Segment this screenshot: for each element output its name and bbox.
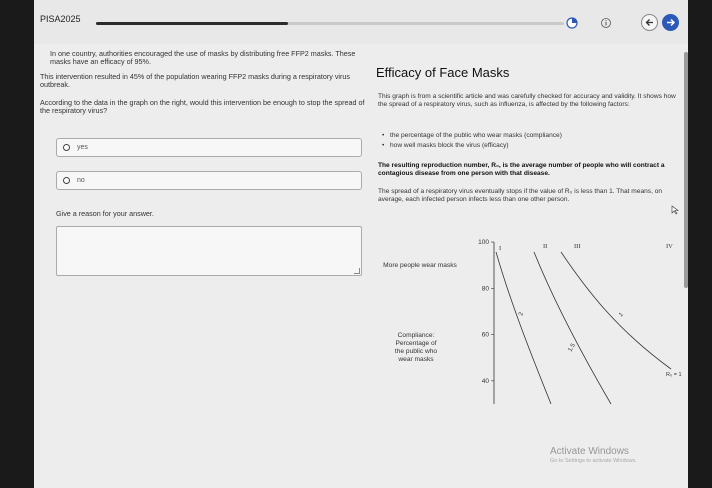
progress-fill [96, 22, 288, 25]
radio-yes[interactable] [63, 144, 70, 151]
timer-icon[interactable] [566, 17, 578, 29]
question-pane [34, 44, 370, 488]
activate-windows-title: Activate Windows [550, 446, 629, 457]
next-button[interactable] [662, 14, 679, 31]
boundary-curve [561, 252, 671, 369]
y-tick-label: 80 [481, 285, 489, 293]
scrollbar[interactable] [684, 52, 688, 288]
chart-ylabel-main [376, 332, 456, 364]
curve-value-label: 1 [618, 311, 625, 319]
article-pane [370, 44, 688, 488]
region-label: III [574, 243, 581, 250]
reason-prompt: Give a reason for your answer. [56, 209, 154, 218]
resize-handle[interactable] [354, 268, 360, 274]
radio-no[interactable] [63, 177, 70, 184]
question-intro: In one country, authorities encouraged the use of masks by distributing free FFP2 masks. These masks have an efficacy of 95%. [50, 49, 356, 67]
info-icon[interactable] [600, 17, 612, 29]
bullet-efficacy: • how well masks block the virus (efficacy) [390, 142, 509, 149]
boundary-curve [534, 252, 611, 404]
y-tick-label: 60 [481, 331, 489, 339]
boundary-curve [496, 252, 551, 404]
y-tick-label: 100 [478, 239, 489, 246]
question-detail: This intervention resulted in 45% of the population wearing FFP2 masks during a respiratory virus outbreak. [40, 72, 351, 90]
bullet-compliance: • the percentage of the public who wear masks (compliance) [390, 132, 562, 139]
back-button[interactable] [641, 14, 658, 31]
option-yes[interactable] [56, 138, 362, 157]
progress-bar [96, 22, 564, 25]
article-intro: This graph is from a scientific article and was carefully checked for accuracy and validity. It shows how the spread of a respiratory virus, such as influenza, is affected by the following factors: [378, 93, 676, 108]
arrow-right-icon [662, 14, 679, 31]
region-label: IV [666, 243, 673, 250]
curve-value-label: 1.5 [567, 342, 577, 353]
r0-label: R₀ = 1 [666, 372, 682, 378]
ylabel-line: Compliance: [397, 332, 435, 339]
option-no[interactable] [56, 171, 362, 190]
cursor-icon [671, 205, 679, 215]
ylabel-line: the public who [394, 348, 438, 355]
ylabel-line: Percentage of [395, 340, 437, 347]
ylabel-line: wear masks [398, 356, 434, 363]
option-no-label: no [77, 177, 85, 184]
curve-value-label: 2 [518, 311, 526, 317]
article-explanation: The spread of a respiratory virus eventually stops if the value of R₀ is less than 1. That means, on average, each infected person infects less than one other person. [378, 188, 663, 203]
option-yes-label: yes [77, 144, 88, 151]
chart-ylabel-top: More people wear masks [383, 262, 457, 269]
activate-windows-subtitle: Go to Settings to activate Windows. [550, 458, 637, 464]
app-screen [34, 0, 688, 488]
reason-textarea[interactable] [56, 226, 362, 276]
region-label: I [499, 245, 502, 252]
top-bar [34, 0, 688, 44]
region-label: II [543, 243, 548, 250]
question-prompt: According to the data in the graph on the right, would this intervention be enough to stop the spread of the respiratory virus? [40, 98, 365, 116]
y-tick-label: 40 [481, 377, 489, 385]
reproduction-chart [466, 234, 686, 404]
article-definition: The resulting reproduction number, R₀, is the average number of people who will contract a contagious disease from one person with that disease. [378, 162, 665, 177]
app-title: PISA2025 [40, 14, 81, 24]
arrow-left-icon [642, 15, 657, 30]
article-title: Efficacy of Face Masks [376, 65, 510, 80]
